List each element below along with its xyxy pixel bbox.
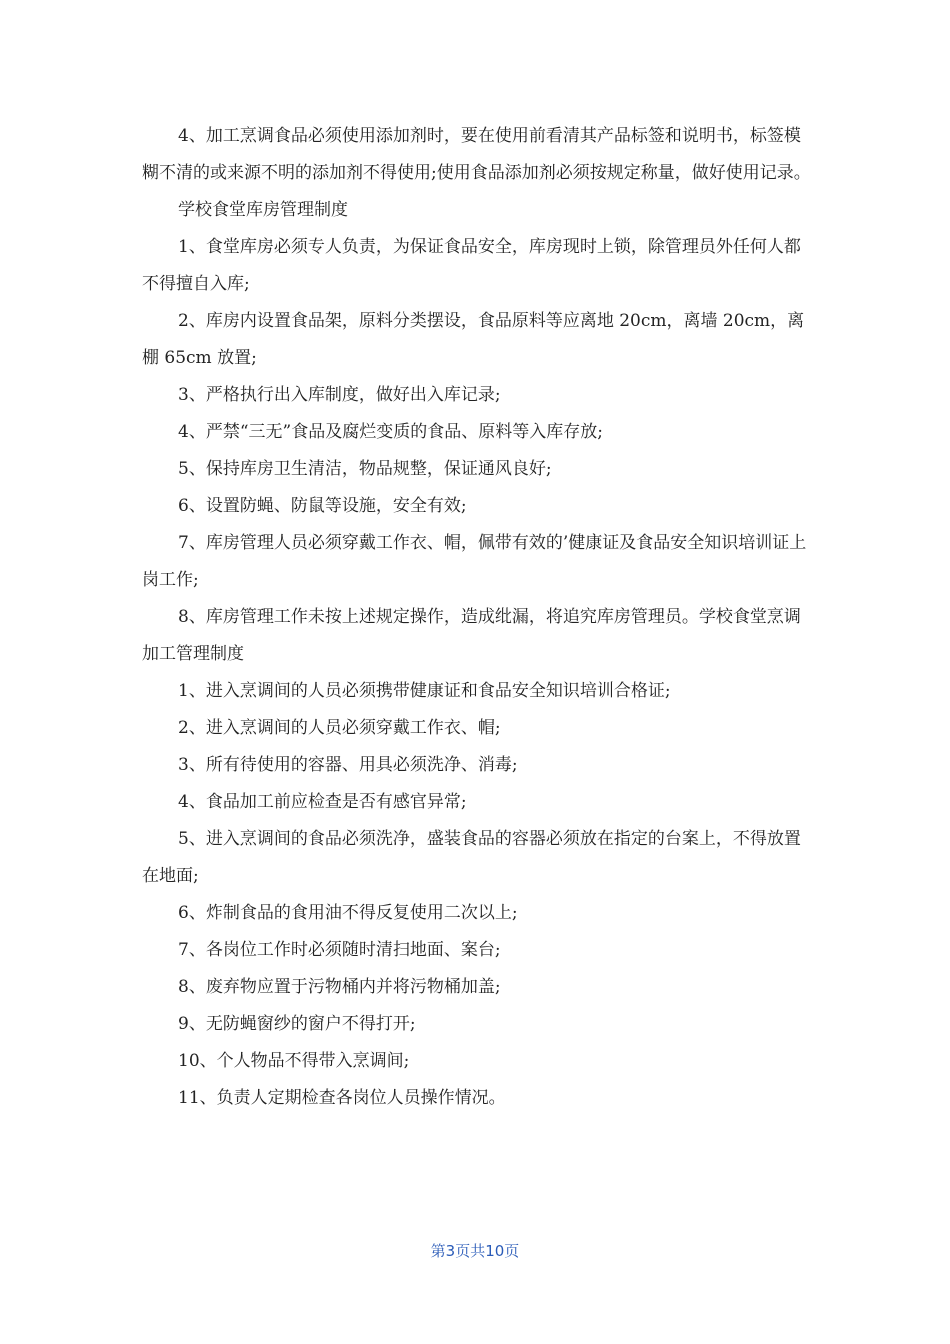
paragraph: 2、进入烹调间的人员必须穿戴工作衣、帽; <box>178 718 501 738</box>
section-heading: 学校食堂库房管理制度 <box>178 200 348 220</box>
paragraph: 7、各岗位工作时必须随时清扫地面、案台; <box>178 940 501 960</box>
document-body <box>142 118 814 1117</box>
paragraph: 5、保持库房卫生清洁，物品规整，保证通风良好; <box>178 459 552 479</box>
paragraph: 6、设置防蝇、防鼠等设施，安全有效; <box>178 496 467 516</box>
paragraph: 4、加工烹调食品必须使用添加剂时，要在使用前看清其产品标签和说明书，标签模糊不清的或来源不明的添加剂不得使用;使用食品添加剂必须按规定称量，做好使用记录。 <box>142 126 811 183</box>
paragraph: 8、废弃物应置于污物桶内并将污物桶加盖; <box>178 977 501 997</box>
paragraph: 10、个人物品不得带入烹调间; <box>178 1051 410 1071</box>
paragraph: 6、炸制食品的食用油不得反复使用二次以上; <box>178 903 518 923</box>
page-number-footer: 第3页共10页 <box>430 1242 520 1260</box>
paragraph: 1、食堂库房必须专人负责，为保证食品安全，库房现时上锁，除管理员外任何人都不得擅自入库; <box>142 237 801 294</box>
paragraph: 3、所有待使用的容器、用具必须洗净、消毒; <box>178 755 518 775</box>
paragraph: 4、食品加工前应检查是否有感官异常; <box>178 792 467 812</box>
paragraph: 11、负责人定期检查各岗位人员操作情况。 <box>178 1088 506 1108</box>
paragraph: 5、进入烹调间的食品必须洗净，盛装食品的容器必须放在指定的台案上，不得放置在地面; <box>142 829 801 886</box>
paragraph: 4、严禁“三无”食品及腐烂变质的食品、原料等入库存放; <box>178 422 603 442</box>
paragraph: 2、库房内设置食品架，原料分类摆设，食品原料等应离地 20cm，离墙 20cm，离棚 65cm 放置; <box>142 311 805 368</box>
paragraph: 3、严格执行出入库制度，做好出入库记录; <box>178 385 501 405</box>
paragraph: 1、进入烹调间的人员必须携带健康证和食品安全知识培训合格证; <box>178 681 671 701</box>
paragraph: 8、库房管理工作未按上述规定操作，造成纰漏，将追究库房管理员。学校食堂烹调加工管理制度 <box>142 607 801 664</box>
paragraph: 7、库房管理人员必须穿戴工作衣、帽，佩带有效的’健康证及食品安全知识培训证上岗工作; <box>142 533 807 590</box>
paragraph: 9、无防蝇窗纱的窗户不得打开; <box>178 1014 416 1034</box>
